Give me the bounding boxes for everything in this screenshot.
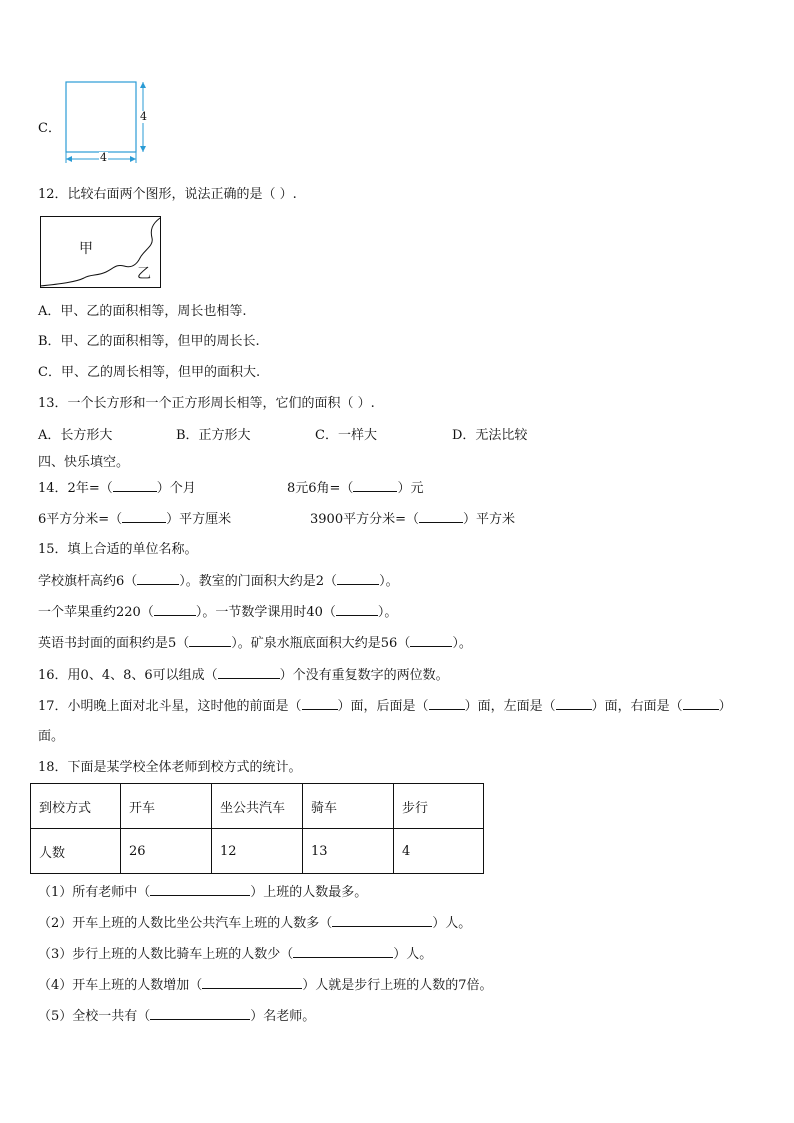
table-cell: 26 bbox=[121, 829, 212, 874]
answer-blank[interactable] bbox=[337, 572, 379, 585]
q12-option-c: C．甲、乙的周长相等，但甲的面积大. bbox=[38, 365, 261, 380]
q14-line-2a: 6平方分米=（ ）平方厘米 bbox=[38, 512, 232, 527]
q13-option-d: D．无法比较 bbox=[452, 428, 528, 443]
q13-option-a: A．长方形大 bbox=[38, 428, 113, 443]
commute-stats-table bbox=[30, 783, 484, 874]
answer-blank[interactable] bbox=[154, 603, 196, 616]
answer-blank[interactable] bbox=[122, 510, 166, 523]
square-right-label: 4 bbox=[140, 110, 147, 123]
q17-line-1: 17．小明晚上面对北斗星，这时他的前面是（ ）面，后面是（ ）面，左面是（ ）面，右面是（ ） bbox=[38, 699, 732, 714]
q18-stem: 18．下面是某学校全体老师到校方式的统计。 bbox=[38, 760, 302, 775]
answer-blank[interactable] bbox=[332, 914, 432, 927]
answer-blank[interactable] bbox=[556, 697, 592, 710]
answer-blank[interactable] bbox=[410, 634, 452, 647]
q14-line-1b: 8元6角=（ ）元 bbox=[287, 481, 424, 496]
table-header-cell: 骑车 bbox=[303, 784, 394, 829]
q15-line-3: 英语书封面的面积约是5（ ）。矿泉水瓶底面积大约是56（ ）。 bbox=[38, 636, 472, 651]
table-row bbox=[31, 829, 484, 874]
q13-option-b: B．正方形大 bbox=[176, 428, 251, 443]
q16: 16．用0、4、8、6可以组成（ ）个没有重复数字的两位数。 bbox=[38, 668, 449, 683]
answer-blank[interactable] bbox=[137, 572, 179, 585]
table-header-cell: 坐公共汽车 bbox=[212, 784, 303, 829]
table-header-cell: 步行 bbox=[394, 784, 484, 829]
q18-sub-2: （2）开车上班的人数比坐公共汽车上班的人数多（ ）人。 bbox=[38, 916, 472, 931]
option-c-label: C． bbox=[38, 121, 61, 136]
q14-line-1a: 14．2年=（ ）个月 bbox=[38, 481, 196, 496]
answer-blank[interactable] bbox=[150, 883, 250, 896]
square-bottom-label: 4 bbox=[100, 151, 107, 164]
section-title: 四、快乐填空。 bbox=[38, 455, 130, 470]
table-header-cell: 到校方式 bbox=[31, 784, 121, 829]
answer-blank[interactable] bbox=[353, 479, 397, 492]
answer-blank[interactable] bbox=[683, 697, 719, 710]
q18-sub-4: （4）开车上班的人数增加（ ）人就是步行上班的人数的7倍。 bbox=[38, 978, 493, 993]
table-cell: 4 bbox=[394, 829, 484, 874]
q18-sub-5: （5）全校一共有（ ）名老师。 bbox=[38, 1009, 316, 1024]
table-row bbox=[31, 784, 484, 829]
table-cell: 13 bbox=[303, 829, 394, 874]
jia-label: 甲 bbox=[79, 241, 93, 257]
answer-blank[interactable] bbox=[336, 603, 378, 616]
answer-blank[interactable] bbox=[218, 666, 280, 679]
answer-blank[interactable] bbox=[202, 976, 302, 989]
yi-label: 乙 bbox=[137, 266, 151, 282]
q15-line-1: 学校旗杆高约6（ ）。教室的门面积大约是2（ ）。 bbox=[38, 574, 399, 589]
q12-option-b: B．甲、乙的面积相等，但甲的周长长. bbox=[38, 334, 260, 349]
q12-option-a: A．甲、乙的面积相等，周长也相等. bbox=[38, 304, 247, 319]
table-cell: 人数 bbox=[31, 829, 121, 874]
q15-line-2: 一个苹果重约220（ ）。一节数学课用时40（ ）。 bbox=[38, 605, 398, 620]
q18-sub-1: （1）所有老师中（ ）上班的人数最多。 bbox=[38, 885, 368, 900]
q13-stem: 13．一个长方形和一个正方形周长相等，它们的面积（ ）. bbox=[38, 396, 375, 411]
answer-blank[interactable] bbox=[293, 945, 393, 958]
q17-line-2: 面。 bbox=[38, 729, 65, 744]
answer-blank[interactable] bbox=[113, 479, 157, 492]
table-cell: 12 bbox=[212, 829, 303, 874]
q12-stem: 12．比较右面两个图形，说法正确的是（ ）. bbox=[38, 187, 297, 202]
q13-option-c: C．一样大 bbox=[315, 428, 377, 443]
q14-line-2b: 3900平方分米=（ ）平方米 bbox=[310, 512, 515, 527]
answer-blank[interactable] bbox=[189, 634, 231, 647]
answer-blank[interactable] bbox=[302, 697, 338, 710]
answer-blank[interactable] bbox=[419, 510, 463, 523]
q15-stem: 15．填上合适的单位名称。 bbox=[38, 542, 198, 557]
q18-sub-3: （3）步行上班的人数比骑车上班的人数少（ ）人。 bbox=[38, 947, 433, 962]
answer-blank[interactable] bbox=[150, 1007, 250, 1020]
answer-blank[interactable] bbox=[429, 697, 465, 710]
table-header-cell: 开车 bbox=[121, 784, 212, 829]
